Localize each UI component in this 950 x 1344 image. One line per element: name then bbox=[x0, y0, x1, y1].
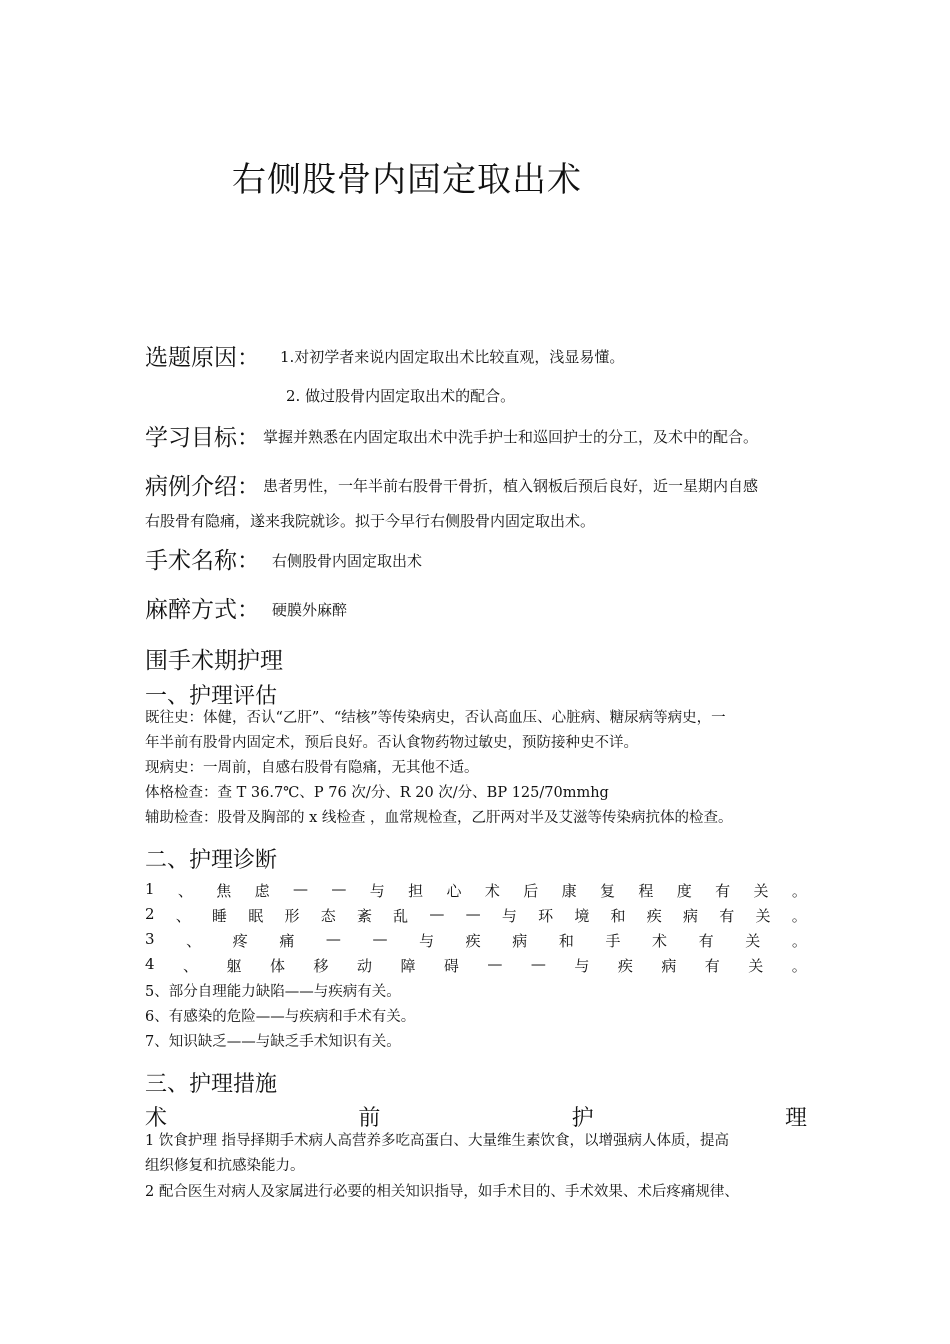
diag-1-char: 复 bbox=[600, 882, 616, 900]
diag-1-char: 有 bbox=[715, 882, 731, 900]
preop-heading-char: 前 bbox=[358, 1106, 381, 1131]
diagnosis-heading: 二、护理诊断 bbox=[145, 848, 278, 873]
goal-text: 掌握并熟悉在内固定取出术中洗手护士和巡回护士的分工，及术中的配合。 bbox=[263, 428, 759, 446]
diag-2-char: 和 bbox=[610, 907, 626, 925]
assessment-history-line-2: 年半前有股骨内固定术，预后良好。否认食物药物过敏史，预防接种史不详。 bbox=[145, 735, 638, 751]
preop-heading-char: 理 bbox=[784, 1106, 807, 1131]
diag-4-char: 体 bbox=[269, 957, 285, 975]
diag-4-char: 躯 bbox=[226, 957, 242, 975]
diag-2-char: 关 bbox=[755, 907, 771, 925]
diagnosis-item-3 bbox=[145, 930, 807, 951]
diagnosis-item-5: 5、部分自理能力缺陷——与疾病有关。 bbox=[145, 984, 401, 1000]
diag-4-char: 关 bbox=[748, 957, 764, 975]
case-line-2: 右股骨有隐痛，遂来我院就诊。拟于今早行右侧股骨内固定取出术。 bbox=[145, 512, 596, 530]
diagnosis-item-2 bbox=[145, 905, 807, 926]
diag-1-char: — bbox=[331, 880, 347, 898]
assessment-heading: 一、护理评估 bbox=[145, 684, 278, 709]
diag-2-char: 、 bbox=[175, 907, 191, 925]
diag-2-char: 有 bbox=[719, 907, 735, 925]
diag-3-char: 。 bbox=[791, 932, 807, 950]
diag-2-char: 态 bbox=[320, 907, 336, 925]
diagnosis-item-1 bbox=[145, 880, 807, 901]
diag-4-char: 动 bbox=[356, 957, 372, 975]
document-title: 右侧股骨内固定取出术 bbox=[232, 160, 582, 200]
diag-3-char: 3 bbox=[145, 930, 155, 948]
diag-1-char: 后 bbox=[523, 882, 539, 900]
measures-heading: 三、护理措施 bbox=[145, 1072, 278, 1097]
assessment-history-line-1: 既往史：体健，否认“乙肝”、“结核”等传染病史，否认高血压、心脏病、糖尿病等病史，一 bbox=[145, 710, 726, 726]
reason-item-2: 2. 做过股骨内固定取出术的配合。 bbox=[286, 387, 516, 405]
diag-2-char: 乱 bbox=[393, 907, 409, 925]
case-line-1: 患者男性，一年半前右股骨干骨折，植入钢板后预后良好，近一星期内自感 bbox=[263, 477, 759, 495]
diag-3-char: 和 bbox=[558, 932, 574, 950]
diagnosis-item-7: 7、知识缺乏——与缺乏手术知识有关。 bbox=[145, 1034, 401, 1050]
diag-3-char: 痛 bbox=[279, 932, 295, 950]
diag-1-char: 康 bbox=[561, 882, 577, 900]
case-label: 病例介绍： bbox=[145, 474, 260, 500]
diag-3-char: — bbox=[325, 930, 341, 948]
diag-2-char: — bbox=[429, 905, 445, 923]
diag-3-char: 疼 bbox=[232, 932, 248, 950]
diag-2-char: 眠 bbox=[248, 907, 264, 925]
diag-4-char: — bbox=[487, 955, 503, 973]
diag-1-char: 关 bbox=[753, 882, 769, 900]
surgery-label: 手术名称： bbox=[145, 548, 260, 574]
diag-1-char: 术 bbox=[484, 882, 500, 900]
diag-4-char: 碍 bbox=[443, 957, 459, 975]
diag-4-char: — bbox=[530, 955, 546, 973]
diag-1-char: — bbox=[293, 880, 309, 898]
diag-1-char: 担 bbox=[408, 882, 424, 900]
measures-item-2-line-1: 2 配合医生对病人及家属进行必要的相关知识指导，如手术目的、手术效果、术后疼痛规律、 bbox=[145, 1184, 739, 1200]
diag-3-char: 病 bbox=[512, 932, 528, 950]
diag-2-char: 与 bbox=[501, 907, 517, 925]
diag-4-char: 病 bbox=[661, 957, 677, 975]
diag-1-char: 1 bbox=[145, 880, 155, 898]
diag-2-char: 环 bbox=[538, 907, 554, 925]
diag-2-char: 紊 bbox=[356, 907, 372, 925]
diag-3-char: 疾 bbox=[465, 932, 481, 950]
diagnosis-item-4 bbox=[145, 955, 807, 976]
diag-4-char: 4 bbox=[145, 955, 155, 973]
diag-3-char: 手 bbox=[605, 932, 621, 950]
diag-4-char: 。 bbox=[791, 957, 807, 975]
diag-2-char: 疾 bbox=[646, 907, 662, 925]
diag-4-char: 、 bbox=[183, 957, 199, 975]
diag-1-char: 度 bbox=[676, 882, 692, 900]
reason-label: 选题原因： bbox=[145, 345, 260, 371]
diag-4-char: 障 bbox=[400, 957, 416, 975]
diagnosis-item-6: 6、有感染的危险——与疾病和手术有关。 bbox=[145, 1009, 416, 1025]
assessment-physical-exam: 体格检查：查 T 36.7℃、P 76 次/分、R 20 次/分、BP 125/70mmhg bbox=[145, 785, 609, 801]
diag-3-char: 、 bbox=[186, 932, 202, 950]
diag-1-char: 心 bbox=[446, 882, 462, 900]
diag-3-char: 关 bbox=[745, 932, 761, 950]
diag-2-char: 2 bbox=[145, 905, 155, 923]
diag-1-char: 程 bbox=[638, 882, 654, 900]
preop-heading-char: 护 bbox=[571, 1106, 594, 1131]
preop-heading bbox=[145, 1101, 807, 1132]
diag-3-char: 与 bbox=[419, 932, 435, 950]
diag-3-char: 术 bbox=[652, 932, 668, 950]
diag-4-char: 疾 bbox=[617, 957, 633, 975]
diag-2-char: 睡 bbox=[212, 907, 228, 925]
diag-2-char: 境 bbox=[574, 907, 590, 925]
goal-label: 学习目标： bbox=[145, 425, 260, 451]
anesthesia-text: 硬膜外麻醉 bbox=[272, 601, 348, 619]
surgery-text: 右侧股骨内固定取出术 bbox=[272, 552, 423, 570]
assessment-present-illness: 现病史：一周前，自感右股骨有隐痛，无其他不适。 bbox=[145, 760, 479, 776]
diag-4-char: 移 bbox=[313, 957, 329, 975]
diag-2-char: 病 bbox=[683, 907, 699, 925]
diag-2-char: — bbox=[465, 905, 481, 923]
measures-item-1-line-1: 1 饮食护理 指导择期手术病人高营养多吃高蛋白、大量维生素饮食，以增强病人体质，提高 bbox=[145, 1133, 729, 1149]
preop-heading-char: 术 bbox=[145, 1106, 168, 1131]
anesthesia-label: 麻醉方式： bbox=[145, 597, 260, 623]
diag-1-char: 、 bbox=[177, 882, 193, 900]
reason-item-1: 1.对初学者来说内固定取出术比较直观，浅显易懂。 bbox=[280, 348, 625, 366]
diag-4-char: 与 bbox=[574, 957, 590, 975]
diag-3-char: — bbox=[372, 930, 388, 948]
diag-3-char: 有 bbox=[698, 932, 714, 950]
diag-1-char: 虑 bbox=[254, 882, 270, 900]
diag-4-char: 有 bbox=[704, 957, 720, 975]
perioperative-heading: 围手术期护理 bbox=[145, 648, 283, 674]
diag-2-char: 形 bbox=[284, 907, 300, 925]
diag-1-char: 与 bbox=[369, 882, 385, 900]
diag-1-char: 。 bbox=[791, 882, 807, 900]
measures-item-1-line-2: 组织修复和抗感染能力。 bbox=[145, 1158, 305, 1174]
diag-1-char: 焦 bbox=[216, 882, 232, 900]
assessment-auxiliary-exam: 辅助检查：股骨及胸部的 x 线检查 ，血常规检查，乙肝两对半及艾滋等传染病抗体的检查。 bbox=[145, 810, 733, 826]
diag-2-char: 。 bbox=[791, 907, 807, 925]
